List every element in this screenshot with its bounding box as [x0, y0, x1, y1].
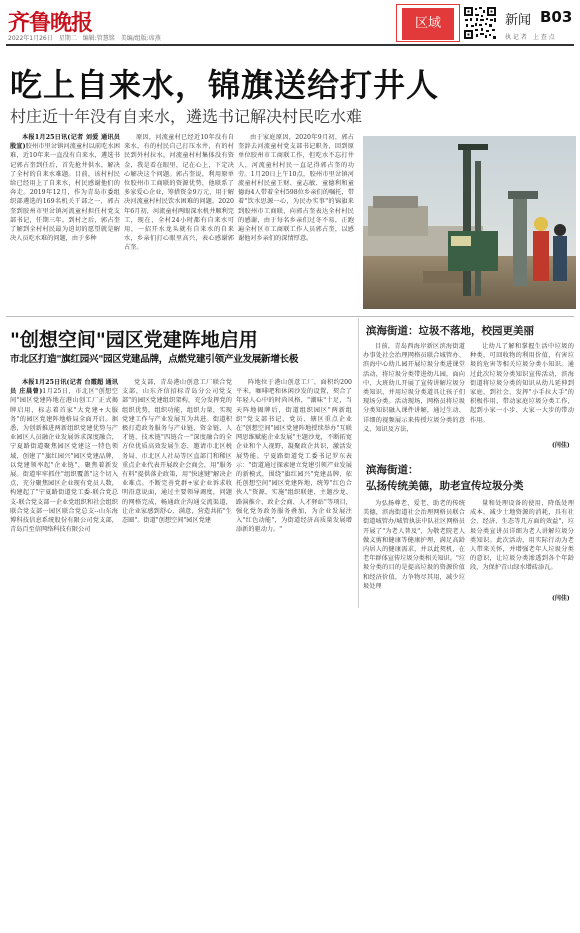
- story2-text-1: 1月25日，市北区"创想空间"园区党建阵地在港山创工厂正式揭牌启用，标志着首家"大党建+大服务"的园区党建阵地格局全面开启。据悉，为创新推进两新组织党建优势与产业园区人员融企业发展诉求深度融合，宁夏路街道聚焦园区党建这一特色领域，创建了"旗红园兴"园区党建品牌，以党建领率起"企业链"，聚焦着新发展。街道牢牢抓住"组织覆盖"这个切入点，充分聚焦园区企业现有党员人数，构建起了"宁夏路街道党工委-联合党总支-联合党支部一企业党组织和社会组织联合党支部一园区联合党总支--山东海博科技信息系统股份有限公司党支部，青岛百至信网络科技有限公司: [10, 388, 118, 534]
- masthead-rule: [6, 44, 574, 46]
- lead-byline: 本报1月25日讯(记者 刘爱 通讯员 殷宣): [10, 134, 120, 151]
- page-number: B03: [540, 8, 573, 26]
- qr-code-icon: [463, 6, 497, 40]
- section-badge: 区域: [402, 8, 454, 40]
- well-drilling-photo: [363, 136, 576, 309]
- story2-column-1: [10, 378, 118, 608]
- lead-column-1: [10, 133, 120, 315]
- story4-headline-1: 滨海街道：: [366, 464, 419, 476]
- story3-column-2: [470, 342, 574, 440]
- story2-column-2: 党支部，青岛港山创意工厂联合党支部，山东齐信招标青岛分公司党支部"的园区党建组织架构，充分发挥党的组织优势，组织功能，组织力量，实现党建工作与产业发展互为共进。街道积极打造政务服务与产业链、资金链、人才链、技术链"四链合一"深度融合的全方位优质高效发展生态，邀请市北区税务局、市北区人社局等区直部门和稀区重点企业代表开展政企会商会，用"服务有料"提供落企政策，用"快速键"解决企业难点。不断完善党群+家企业诉求收明沿意说面，通过主要领导调度，问题的网格完成，畅通政企沟通交流渠道，让企业家感到舒心、满意，营造共拓"生态圈"。街道"创想空间"园区党建: [122, 379, 232, 525]
- section-divider-1: [6, 316, 574, 317]
- lead-column-2: 原因，河流童村已经近10年没有自来水，有的村民自己打压水井，有的村民到外村拉水。河流童村村集体没有资金，我是看在眼里，记在心上，下定决心解决这个问题。郭占奎说，利用原单位胶州市工商联的资源优势，他联系了多家爱心企业，筹措资金9万元，用于解决河流童村村民饮水困难的问题。2020年6月初，河流童村两眼深水机井顺利完工，现在，全村24小时都有自来水可用，一招开水龙头就有自来水的自来水，乡亲们打心眼里高兴，表心感谢郭占奎。: [124, 134, 234, 252]
- page-section-label: 新闻: [505, 13, 532, 28]
- lead-column-3: 由于家庭原因，2020年9月初，郭占奎辞去河流童村党支部书记职务，回到原单位胶州市工商联工作，但吃水不忘打井人，河流童村村民一直记得郭占奎的功劳。1月20日上午10点，胶州市里岔镇河流童村村民童王财、童志敏、童德利和童德海4人带着全村598位乡亲们的嘱托，带着"饮水思源一心，为民办实事"的锦旗来到胶州市工商联，向郭占奎表达全村村民的感谢，由于每名乡亲们过冬不易，正跑遍全村区市工商联工作人员郭占奎，以感谢他对乡亲们的深情厚意。: [238, 134, 354, 243]
- newspaper-logo: 齐鲁晚报: [8, 10, 93, 36]
- story4-headline-2: 弘扬传统美德，助老宣传垃圾分类: [366, 480, 524, 492]
- issue-meta: 2022年1月26日 星期二 编辑:管慧铭 美编/组版:席燕: [8, 35, 161, 42]
- story3-headline: 滨海街道：垃圾不落地，校园更美丽: [366, 325, 534, 337]
- story4-column-1: 为弘扬尊老、爱老、助老的传统美德，滨海街道社会治理网格员联合街道城管办/城管执法中队社区网格员开展了"为老人普及"、为敬老院老人做义剪和健康等健康护理，满足高龄内居人的健康需求，并以此契机，在老年群体宣传垃圾分类相关知识。"垃圾分类的目的是提高垃圾的资源价值和经济价值，力争物尽其用，减少垃圾处理: [363, 500, 465, 590]
- story4-end-mark: (闫佳): [552, 595, 570, 602]
- story3-text-2: 让幼儿了解和掌握生活中垃圾的种类，可回收物的利用价值，有害垃圾的危害等相关垃圾分类小知识。通过此次垃圾分类知识宣传活动，滨海街道将垃圾分类的知识从幼儿延伸到家庭，到社会，发挥"小手拉大手"的积极作用，带动家庭垃圾分类工作，起到小家一小步、大家一大步的带动作用。: [470, 343, 574, 424]
- story2-column-3: 阵地位于港山创意工厂，面积约200平米，咖啡吧和休闲沙发的设置，契合了年轻人心中的时尚风格，"潮味"十足，当天阵地揭牌后，街道组织园区"两新组织"党支部书记、党员、辖区重点企业在"创想空间"园区党建阵地授续举办"互联网思维赋能企业发展"主题沙龙，不断拓宽企业和个人视野，凝聚政企共识，激活发展势能。宁夏路街道党工委书记罗东表示："街道通过探索建立党建引领产业发展的新模式，围绕"旗红园兴"党建品牌，依托创想空间"园区党建阵地，统筹"红色合伙人"资源，实施"组织联建、主题沙龙、路演推介、政企会商、人才驿站"等项目，强化党务政务服务叠加，为企业发展注入"红色动能"，为街道经济高质量发展增添新的驱动力。": [236, 379, 352, 534]
- story2-headline: "创想空间"园区党建阵地启用: [10, 329, 258, 351]
- lead-headline: 吃上自来水，锦旗送给打井人: [10, 66, 440, 104]
- page-editor-line: 执 记 者 上 查 点: [505, 34, 555, 41]
- column-divider: [358, 318, 359, 608]
- story4-column-2: 量和处理设备的使用，降低处理成本，减少土地资源的消耗，具有社会、经济、生态等几方面的效益"，垃圾分类宣讲员详细为老人讲解垃圾分类知识。此次活动，用实际行动为老人带来关怀，并增强老年人垃圾分类的意识，让垃圾分类渗透到各个年龄段，为保护青山绿水增砖添瓦。: [470, 500, 574, 572]
- story2-byline: 本报1月25日讯(记者 台霞超 通讯员 庄晨曾): [10, 379, 118, 396]
- lead-text-1: 胶州市里岔镇河流童村以前吃水困难，近10年来一直没有自来水，遴选书记郭占奎到任后，首先抢井供水，解决了全村的自来水难题。目前，该村村民给已经用上了自来水，村民感谢他们的奔走。2019年12月，作为青岛市委组织部遴选的169名机关干部之一，郭占奎到胶州市里岔镇河流童村担任村党支部书记，任期三年。到村之后，郭占奎了解到全村村民最为迫切的愿望就是解决人员吃水难的问题，由于多种: [10, 143, 120, 243]
- lead-subheadline: 村庄近十年没有自来水，遴选书记解决村民吃水难: [10, 107, 363, 126]
- story2-subheadline: 市北区打造"旗红园兴"园区党建品牌，点燃党建引领产业发展新增长极: [10, 354, 299, 365]
- story3-end-mark: (闫佳): [552, 442, 570, 449]
- story3-column-1: 目前，青岛西海岸新区滨海街道办事处社会治理网格员联合城管办、滨海中心幼儿园开展垃圾分类进课堂活动，将垃圾分类带进幼儿园，面向中、大班幼儿开展了宣传讲解垃圾分类知识，并用垃圾分类道具让孩子们现场分类。活动现场，网格员将垃圾分类知识融入课件讲解，通过生动、详细的视频展示来传授垃圾分类的意义、知识及方法，: [363, 343, 465, 433]
